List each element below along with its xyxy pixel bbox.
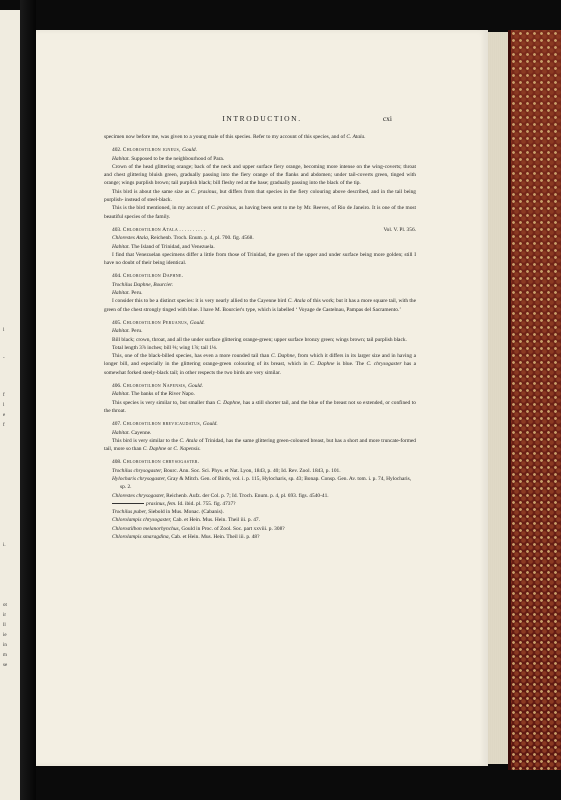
- left-margin-char: se: [3, 663, 8, 668]
- synonym-line: Chlorostilbon melanorhynchus, Gould in Proc. of Zool. Soc. part xxviii. p. 308?: [112, 525, 285, 532]
- left-margin-char: ie: [3, 633, 7, 638]
- habitat-line: Habitat. The Island of Trinidad, and Venezuela.: [112, 243, 215, 250]
- left-margin-char: e: [3, 413, 6, 418]
- species-heading: 402. Chlorostilbon igneus, Gould.: [112, 147, 197, 154]
- page-number: cxi: [382, 114, 392, 123]
- habitat-line: Habitat. Cayenne.: [112, 429, 152, 436]
- left-margin-char: ot: [3, 603, 7, 608]
- book-gutter: [20, 0, 36, 800]
- spine-edge: [508, 30, 511, 770]
- left-margin-char: -: [3, 356, 5, 361]
- page-edges: [488, 32, 508, 764]
- book-spine: [508, 30, 561, 770]
- synonym-line: Chlorestes chrysogaster, Reichenb. Aufz. der Col. p. 7; Id. Troch. Enum. p. 4, pl. 693. figs. 4540-41.: [112, 492, 329, 499]
- synonym-line: Trochilus chrysogaster, Bourc. Ann. Soc. Sci. Phys. et Nat. Lyon, 1843, p. 40; Id. Rev. Zool. 1843, p. 101.: [112, 467, 341, 474]
- species-heading: 406. Chlorostilbon Napensis, Gould.: [112, 383, 203, 390]
- left-page-edge: [0, 10, 20, 800]
- paragraph: This is the bird mentioned, in my account of C. prasinus, as having been sent to me by Mr. Reeves, of Rio de Janeiro. It is one of the most beautiful species of the family.: [104, 205, 417, 220]
- body-text: [104, 133, 416, 541]
- paragraph: This bird is about the same size as C. prasinus, but differs from that species in the fiery colouring above described, and in the tail being purplish- instead of steel-black.: [104, 188, 416, 204]
- paragraph: specimen now before me, was given to a young male of this species. Refer to my account of this species, and of C. Atala.: [104, 134, 366, 140]
- left-margin-char: ir: [3, 613, 7, 618]
- paragraph: I consider this to be a distinct species: it is very nearly allied to the Cayenne bird C. Atala of this work; but it has a more square tail, with the green of the chest strongly tinged with blue. I have M. Bourcier's type, which is labelled ‘ Voyage de Castelnau, Pampas del Sacramento.’: [104, 298, 416, 313]
- habitat-line: Habitat. Peru.: [112, 328, 143, 335]
- left-margin-char: l: [3, 328, 5, 333]
- paragraph: Bill black; crown, throat, and all the under surface glittering orange-green; upper surface bronzy green; wings brown; tail purplish black.: [112, 336, 407, 343]
- synonym-line: Trochilus puber, Siebold in Mus. Monac. (Cabanis).: [112, 509, 224, 516]
- spine-pattern: [510, 30, 561, 770]
- running-head: [36, 114, 488, 126]
- species-heading: 405. Chlorostilbon Peruanus, Gould.: [112, 319, 205, 326]
- left-margin-char: i.: [3, 543, 6, 548]
- left-margin-char: in: [3, 643, 7, 648]
- habitat-line: Habitat. The banks of the River Napo.: [112, 391, 195, 398]
- synonym-line: Hylocharis chrysogaster, Gray & Mitch. Gen. of Birds, vol. i. p. 115, Hylocharis, sp. 43; Bonap. Consp. Gen. Av. tom. i. p. 74, Hylocharis, sp. 2.: [112, 475, 412, 491]
- synonym-line: Trochilus Daphne, Bourcier.: [112, 281, 173, 288]
- synonym-line: Chlorolampis chrysogaster, Cab. et Hein. Mus. Hein. Theil iii. p. 47.: [112, 517, 260, 524]
- synonym-line: Chlorestes Atala, Reichenb. Troch. Enum. p. 4, pl. 700. fig. 4568.: [112, 235, 254, 242]
- species-heading: 408. Chlorostilbon chrysogaster.: [112, 459, 200, 466]
- paragraph: Crown of the head glittering orange; back of the neck and upper surface fiery orange, becoming more intense on the wing-coverts; throat and chest glittering bluish green, gradually passing into the fiery orange of the flanks and abdomen; under tail-coverts green, tinged with orange; wings purplish brown; tail purplish black; bill fleshy red at the base; gradually passing into the black of the tip.: [104, 163, 416, 187]
- habitat-line: Habitat. Peru.: [112, 290, 143, 297]
- left-margin-char: ll: [3, 623, 6, 628]
- paragraph: This bird is very similar to the C. Atala of Trinidad, has the same glittering green-coloured breast, but has a short and more truncate-formed tail, more so than C. Daphne or C. Napensis.: [104, 437, 417, 453]
- synonym-line: prasinus, fem. Id. ibid. pl. 755. fig. 4737?: [112, 500, 416, 508]
- species-heading: 407. Chlorostilbon brevicaudatus, Gould.: [112, 421, 218, 428]
- synonym-line: Chlorolampis smaragdina, Cab. et Hein. Mus. Hein. Theil iii. p. 48?: [112, 534, 260, 541]
- paragraph: Total length 3⅞ inches; bill ⅝; wing 1⅞; tail 1⅛.: [112, 344, 218, 351]
- paragraph: This, one of the black-billed species, has even a more rounded tail than C. Daphne, from which it differs in its larger size and in having a longer bill, and especially in the glittering orange-green colouring of its breast, which in C. Daphne is blue. The C. chrysogaster has a somewhat forked steely-black tail; in other respects the two birds are very similar.: [104, 353, 417, 376]
- species-heading: 403. Chlorostilbon Atala . . . . . . . . . . Vol. V. Pl. 356.: [112, 226, 416, 233]
- ditto-rule: [112, 503, 144, 504]
- running-head-title: INTRODUCTION.: [222, 114, 302, 123]
- paragraph: I find that Venezuelan specimens differ a little from those of Trinidad, the green of the upper and under surface being more golden; still I have no doubt of their being identical.: [104, 251, 416, 267]
- left-margin-char: l: [3, 403, 5, 408]
- synonymy-list: [104, 467, 416, 542]
- habitat-line: Habitat. Supposed to be the neighbourhood of Para.: [112, 155, 225, 162]
- species-heading: 404. Chlorostilbon Daphne.: [112, 273, 184, 280]
- left-margin-char: m: [3, 653, 7, 658]
- left-margin-char: f: [3, 393, 5, 398]
- paragraph: This species is very similar to, but smaller than C. Daphne, has a still shorter tail, and the blue of the breast not so extended, or confined to the throat.: [104, 399, 416, 414]
- left-margin-char: f: [3, 423, 5, 428]
